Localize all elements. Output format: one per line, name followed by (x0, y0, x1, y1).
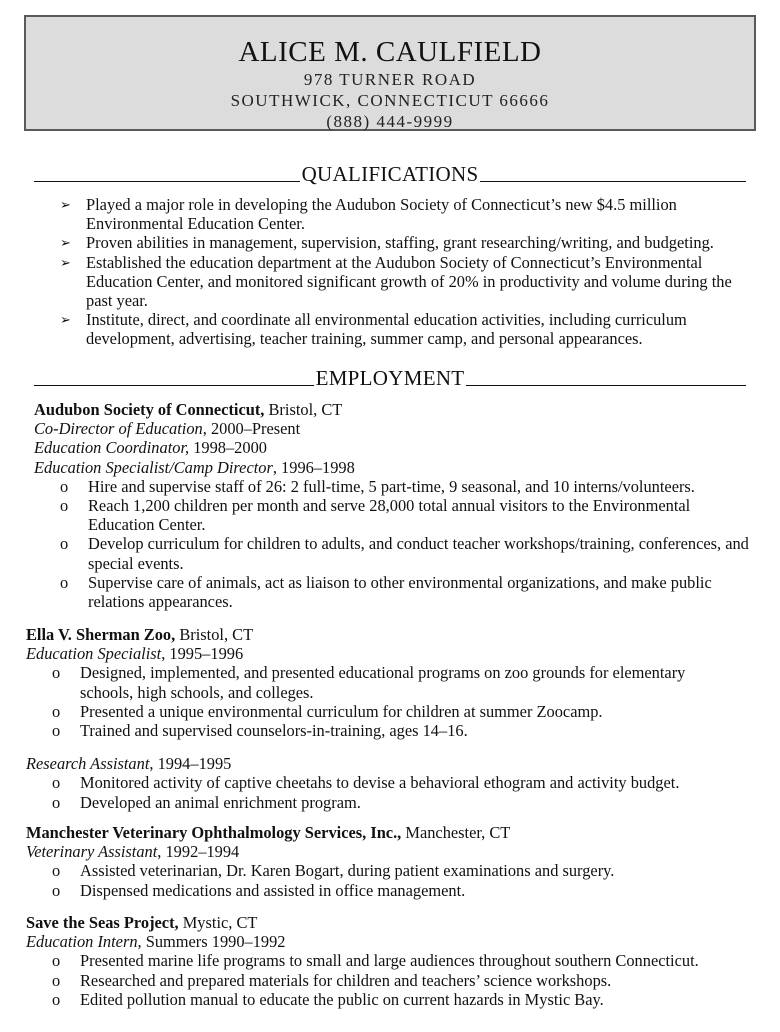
circle-bullet-icon: o (52, 861, 61, 881)
phone-number: (888) 444-9999 (326, 112, 454, 131)
list-item: ➢ Proven abilities in management, supervision, staffing, grant researching/writing, and budgeting. (60, 233, 714, 253)
employer-line: Ella V. Sherman Zoo, Bristol, CT (26, 625, 254, 644)
qualifications-title: QUALIFICATIONS (301, 162, 479, 186)
list-item: o Monitored activity of captive cheetahs to devise a behavioral ethogram and activity budget. (52, 773, 680, 793)
employment-heading (34, 367, 746, 389)
list-item: o Edited pollution manual to educate the public on current hazards in Mystic Bay. (52, 989, 604, 1009)
heading-rule-left (34, 385, 314, 386)
list-item: o Designed, implemented, and presented educational programs on zoo grounds for elementary schools, high schools, and colleges. (52, 663, 686, 702)
list-item: o Supervise care of animals, act as liaison to other environmental organizations, and make public relations appearances. (60, 572, 712, 612)
circle-bullet-icon: o (52, 970, 61, 990)
duties-list (26, 773, 754, 811)
list-item: o Dispensed medications and assisted in office management. (52, 880, 466, 900)
list-item: o Researched and prepared materials for children and teachers’ science workshops. (52, 970, 612, 990)
list-item: ➢ Institute, direct, and coordinate all environmental education activities, including curriculum development, advertising, teacher training, summer camp, and personal appearances. (60, 310, 687, 349)
list-item: o Presented marine life programs to small and large audiences throughout southern Connecticut. (52, 951, 699, 971)
list-item: o Presented a unique environmental curriculum for children at summer Zoocamp. (52, 701, 603, 721)
job-zoo (26, 625, 754, 812)
circle-bullet-icon: o (60, 476, 69, 496)
role-line: Research Assistant, 1994–1995 (26, 754, 232, 774)
list-item: o Reach 1,200 children per month and serve 28,000 total annual visitors to the Environmental Education Center. (60, 496, 691, 535)
arrow-bullet-icon: ➢ (60, 254, 71, 270)
employer-line: Save the Seas Project, Mystic, CT (26, 913, 258, 932)
qualifications-heading (34, 163, 746, 185)
role-line: Education Coordinator, 1998–2000 (34, 438, 267, 458)
circle-bullet-icon: o (52, 880, 61, 900)
employer-line: Audubon Society of Connecticut, Bristol, CT (34, 400, 343, 419)
list-item: o Hire and supervise staff of 26: 2 full-time, 5 part-time, 9 seasonal, and 10 interns/volunteers. (60, 476, 695, 496)
job-seas (26, 913, 754, 1009)
employer-line: Manchester Veterinary Ophthalmology Services, Inc., Manchester, CT (26, 823, 511, 842)
circle-bullet-icon: o (52, 792, 61, 812)
job-audubon (34, 400, 754, 611)
duties-list (26, 861, 754, 899)
circle-bullet-icon: o (60, 496, 69, 516)
list-item: ➢ Played a major role in developing the Audubon Society of Connecticut’s new $4.5 million Environmental Education Center. (60, 195, 677, 234)
list-item: ➢ Established the education department at the Audubon Society of Connecticut’s Environmental Education Center, and monitored significant growth of 20% in productivity and volume during the past year. (60, 252, 732, 311)
duties-list (26, 951, 754, 1009)
role-line: Education Intern, Summers 1990–1992 (26, 932, 286, 952)
list-item: o Develop curriculum for children to adults, and conduct teacher workshops/training, conferences, and special events. (60, 534, 749, 573)
heading-rule-right (466, 385, 746, 386)
employment-title: EMPLOYMENT (315, 366, 465, 390)
arrow-bullet-icon: ➢ (60, 235, 71, 251)
qualifications-list (60, 195, 750, 349)
job-vet (26, 823, 754, 900)
candidate-name: ALICE M. CAULFIELD (238, 36, 542, 68)
duties-list (26, 663, 726, 740)
arrow-bullet-icon: ➢ (60, 312, 71, 328)
duties-list (34, 477, 754, 611)
list-item: o Developed an animal enrichment program. (52, 792, 361, 812)
list-item: o Assisted veterinarian, Dr. Karen Bogart, during patient examinations and surgery. (52, 861, 615, 881)
circle-bullet-icon: o (52, 951, 61, 971)
list-item: o Trained and supervised counselors-in-training, ages 14–16. (52, 721, 468, 741)
address-line-2: SOUTHWICK, CONNECTICUT 66666 (230, 91, 550, 110)
circle-bullet-icon: o (52, 773, 61, 793)
role-line: Education Specialist, 1995–1996 (26, 644, 244, 664)
circle-bullet-icon: o (60, 534, 69, 554)
circle-bullet-icon: o (52, 663, 61, 683)
circle-bullet-icon: o (60, 572, 69, 592)
circle-bullet-icon: o (52, 701, 61, 721)
heading-rule-left (34, 181, 300, 182)
heading-rule-right (480, 181, 746, 182)
role-line: Veterinary Assistant, 1992–1994 (26, 842, 240, 862)
arrow-bullet-icon: ➢ (60, 197, 71, 212)
header-box (24, 15, 756, 131)
role-line: Co-Director of Education, 2000–Present (34, 419, 301, 439)
circle-bullet-icon: o (52, 989, 61, 1009)
circle-bullet-icon: o (52, 721, 61, 741)
address-line-1: 978 TURNER ROAD (303, 70, 477, 89)
role-line: Education Specialist/Camp Director, 1996–1998 (34, 457, 355, 477)
